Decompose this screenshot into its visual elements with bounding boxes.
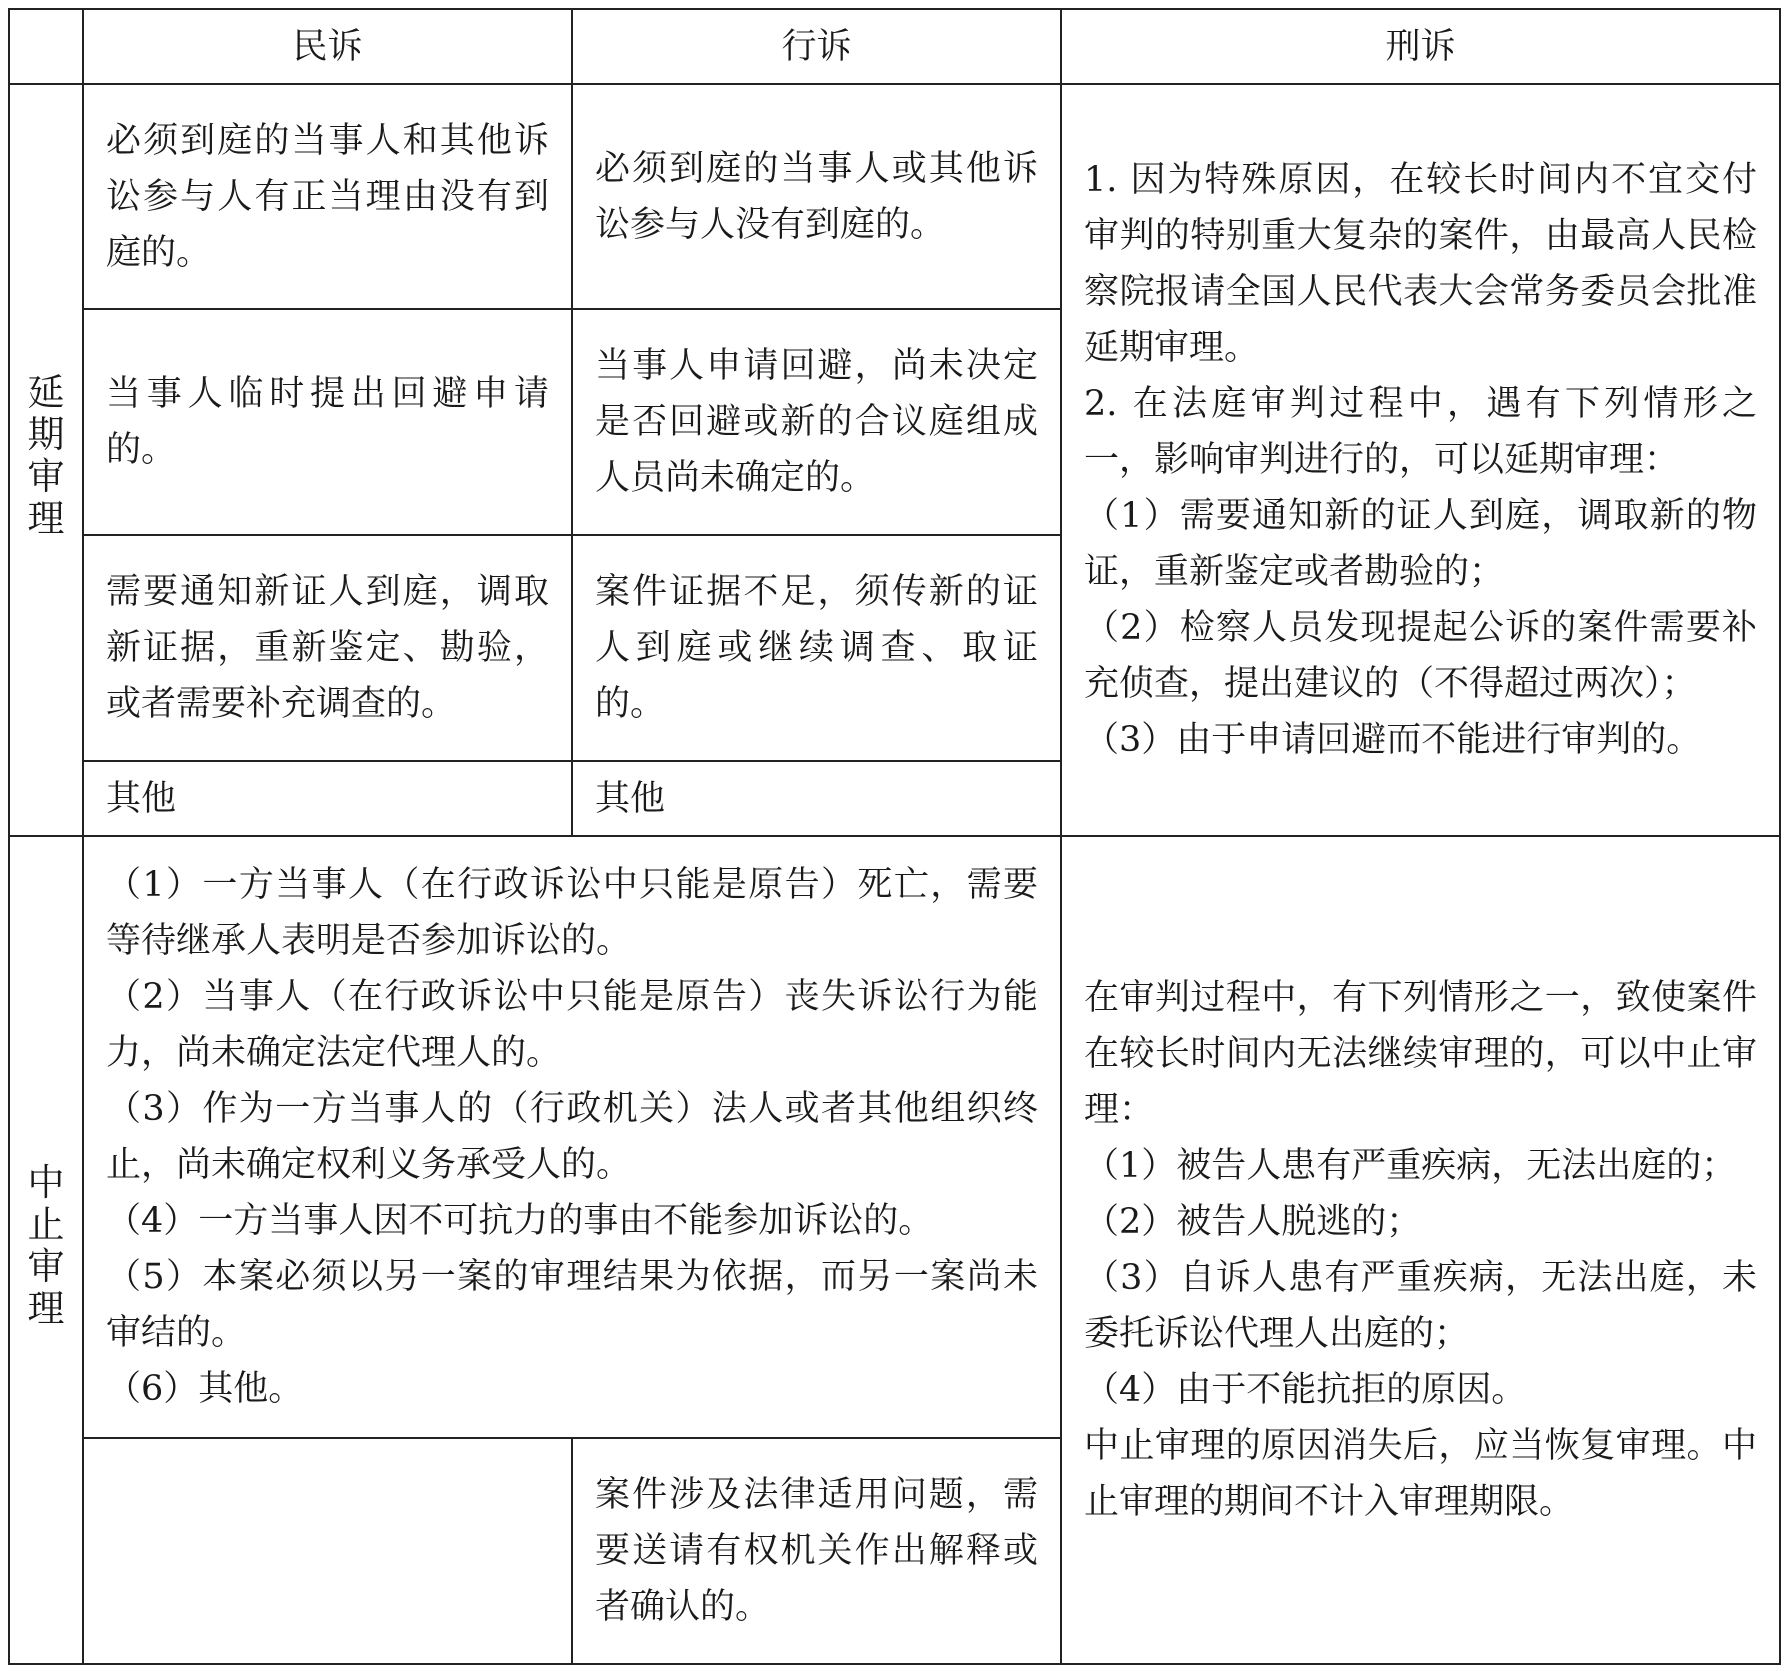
postponement-administrative-4: 其他 — [572, 761, 1061, 836]
postponement-criminal-item-4: （2）检察人员发现提起公诉的案件需要补充侦查，提出建议的（不得超过两次）； — [1084, 608, 1757, 704]
header-corner-cell — [9, 9, 83, 84]
postponement-administrative-3: 案件证据不足，须传新的证人到庭或继续调查、取证的。 — [572, 535, 1061, 761]
postponement-criminal-item-2: 2. 在法庭审判过程中，遇有下列情形之一，影响审判进行的，可以延期审理： — [1084, 384, 1757, 480]
suspension-administrative-extra: 案件涉及法律适用问题，需要送请有权机关作出解释或者确认的。 — [572, 1438, 1061, 1664]
suspension-shared-item-2: （2）当事人（在行政诉讼中只能是原告）丧失诉讼行为能力，尚未确定法定代理人的。 — [106, 977, 1038, 1073]
postponement-administrative-2: 当事人申请回避，尚未决定是否回避或新的合议庭组成人员尚未确定的。 — [572, 309, 1061, 535]
postponement-civil-1: 必须到庭的当事人和其他诉讼参与人有正当理由没有到庭的。 — [83, 84, 572, 309]
header-civil: 民诉 — [83, 9, 572, 84]
suspension-shared-cell — [83, 836, 1061, 1438]
suspension-criminal-item-5: （4）由于不能抗拒的原因。 — [1084, 1370, 1527, 1410]
suspension-label: 中止审理 — [27, 1161, 65, 1330]
postponement-criminal-item-1: 1. 因为特殊原因，在较长时间内不宜交付审判的特别重大复杂的案件，由最高人民检察院报请全国人民代表大会常务委员会批准延期审理。 — [1084, 160, 1757, 368]
postponement-criminal-item-3: （1）需要通知新的证人到庭，调取新的物证，重新鉴定或者勘验的； — [1084, 496, 1757, 592]
suspension-criminal-cell — [1061, 836, 1780, 1664]
postponement-label: 延期审理 — [27, 371, 65, 540]
postponement-civil-3: 需要通知新证人到庭，调取新证据，重新鉴定、勘验，或者需要补充调查的。 — [83, 535, 572, 761]
suspension-criminal-item-1: 在审判过程中，有下列情形之一，致使案件在较长时间内无法继续审理的，可以中止审理： — [1084, 978, 1757, 1130]
postponement-row-1 — [9, 84, 1780, 309]
suspension-criminal-item-6: 中止审理的原因消失后，应当恢复审理。中止审理的期间不计入审理期限。 — [1084, 1426, 1757, 1522]
postponement-label-cell — [9, 84, 83, 836]
suspension-shared-item-4: （4）一方当事人因不可抗力的事由不能参加诉讼的。 — [106, 1201, 934, 1241]
postponement-civil-2: 当事人临时提出回避申请的。 — [83, 309, 572, 535]
suspension-criminal-item-4: （3）自诉人患有严重疾病，无法出庭，未委托诉讼代理人出庭的； — [1084, 1258, 1757, 1354]
suspension-criminal-item-2: （1）被告人患有严重疾病，无法出庭的； — [1084, 1146, 1737, 1186]
header-row — [9, 9, 1780, 84]
suspension-shared-item-6: （6）其他。 — [106, 1369, 304, 1409]
suspension-shared-item-1: （1）一方当事人（在行政诉讼中只能是原告）死亡，需要等待继承人表明是否参加诉讼的。 — [106, 865, 1038, 961]
suspension-row-1 — [9, 836, 1780, 1438]
postponement-criminal-cell — [1061, 84, 1780, 836]
suspension-label-cell — [9, 836, 83, 1664]
comparison-table-container — [8, 8, 1781, 1665]
header-administrative: 行诉 — [572, 9, 1061, 84]
postponement-administrative-1: 必须到庭的当事人或其他诉讼参与人没有到庭的。 — [572, 84, 1061, 309]
header-criminal: 刑诉 — [1061, 9, 1780, 84]
suspension-shared-item-3: （3）作为一方当事人的（行政机关）法人或者其他组织终止，尚未确定权利义务承受人的。 — [106, 1089, 1038, 1185]
suspension-civil-extra — [83, 1438, 572, 1664]
suspension-shared-item-5: （5）本案必须以另一案的审理结果为依据，而另一案尚未审结的。 — [106, 1257, 1038, 1353]
suspension-criminal-item-3: （2）被告人脱逃的； — [1084, 1202, 1422, 1242]
postponement-criminal-item-5: （3）由于申请回避而不能进行审判的。 — [1084, 720, 1702, 760]
postponement-civil-4: 其他 — [83, 761, 572, 836]
litigation-comparison-table — [8, 8, 1781, 1665]
